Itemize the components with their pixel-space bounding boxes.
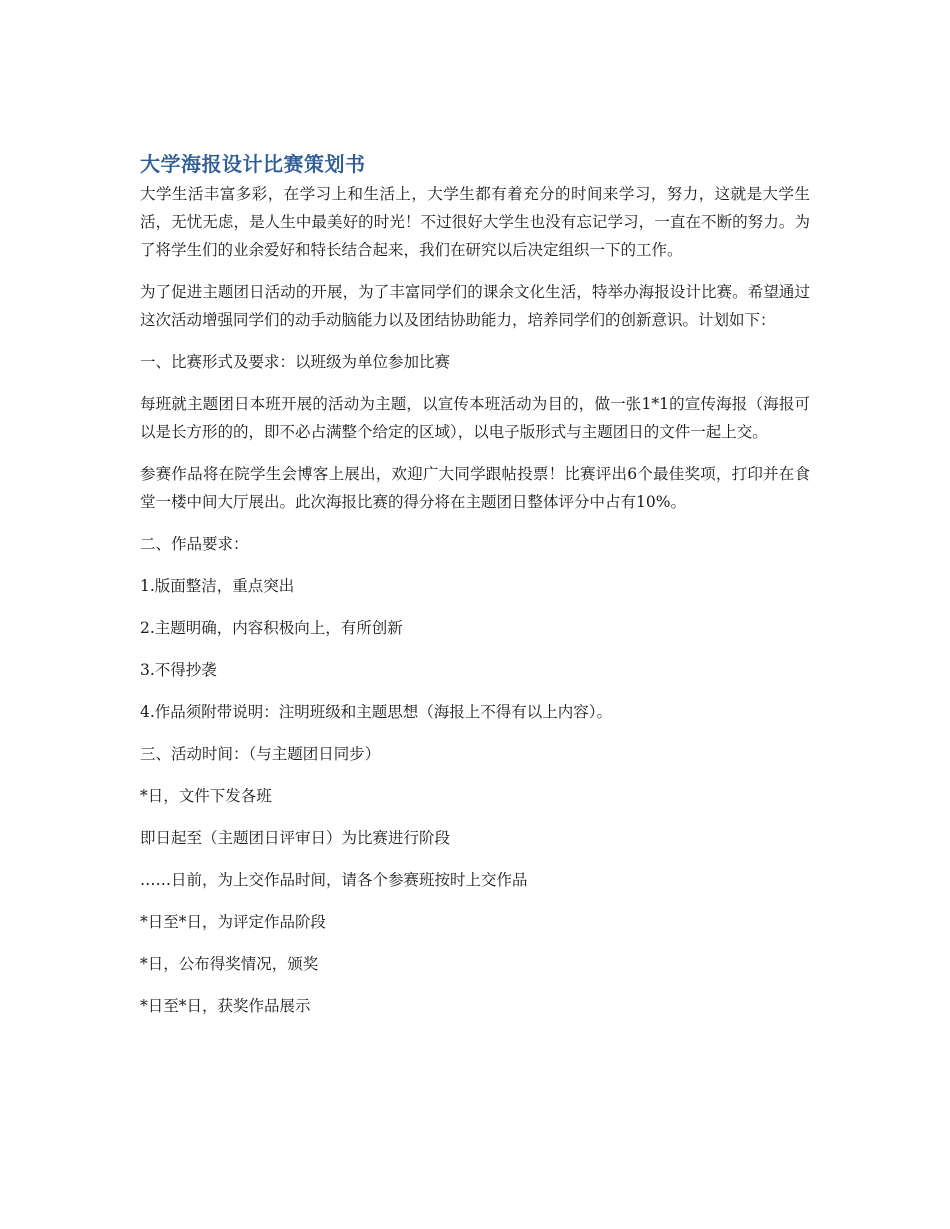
schedule-item: ……日前，为上交作品时间，请各个参赛班按时上交作品 (140, 871, 528, 889)
document-page (140, 148, 810, 1034)
requirement-item: 4.作品须附带说明：注明班级和主题思想（海报上不得有以上内容）。 (140, 703, 613, 721)
section-heading-schedule: 三、活动时间：（与主题团日同步） (140, 745, 381, 763)
section-heading-format: 一、比赛形式及要求：以班级为单位参加比赛 (140, 353, 451, 371)
format-paragraph: 每班就主题团日本班开展的活动为主题，以宣传本班活动为目的，做一张1*1的宣传海报（海报可以是长方形的的，即不必占满整个给定的区域），以电子版形式与主题团日的文件一起上交。 (140, 395, 810, 441)
purpose-paragraph: 为了促进主题团日活动的开展，为了丰富同学们的课余文化生活，特举办海报设计比赛。希望通过这次活动增强同学们的动手动脑能力以及团结协助能力，培养同学们的创新意识。计划如下： (140, 283, 810, 329)
intro-paragraph: 大学生活丰富多彩，在学习上和生活上，大学生都有着充分的时间来学习，努力，这就是大学生活，无忧无虑，是人生中最美好的时光！不过很好大学生也没有忘记学习，一直在不断的努力。为了将学生们的业余爱好和特长结合起来，我们在研究以后决定组织一下的工作。 (140, 185, 810, 259)
schedule-item: *日，文件下发各班 (140, 787, 272, 805)
schedule-item: *日，公布得奖情况，颁奖 (140, 955, 319, 973)
document-title: 大学海报设计比赛策划书 (140, 152, 366, 176)
requirement-item: 2.主题明确，内容积极向上，有所创新 (140, 619, 403, 637)
requirement-item: 1.版面整洁，重点突出 (140, 577, 295, 595)
schedule-item: *日至*日，获奖作品展示 (140, 997, 311, 1015)
schedule-item: *日至*日，为评定作品阶段 (140, 913, 327, 931)
exhibition-paragraph: 参赛作品将在院学生会博客上展出，欢迎广大同学跟帖投票！比赛评出6个最佳奖项，打印并在食堂一楼中间大厅展出。此次海报比赛的得分将在主题团日整体评分中占有10%。 (140, 465, 810, 511)
section-heading-requirements: 二、作品要求： (140, 535, 249, 553)
requirement-item: 3.不得抄袭 (140, 661, 217, 679)
schedule-item: 即日起至（主题团日评审日）为比赛进行阶段 (140, 829, 451, 847)
